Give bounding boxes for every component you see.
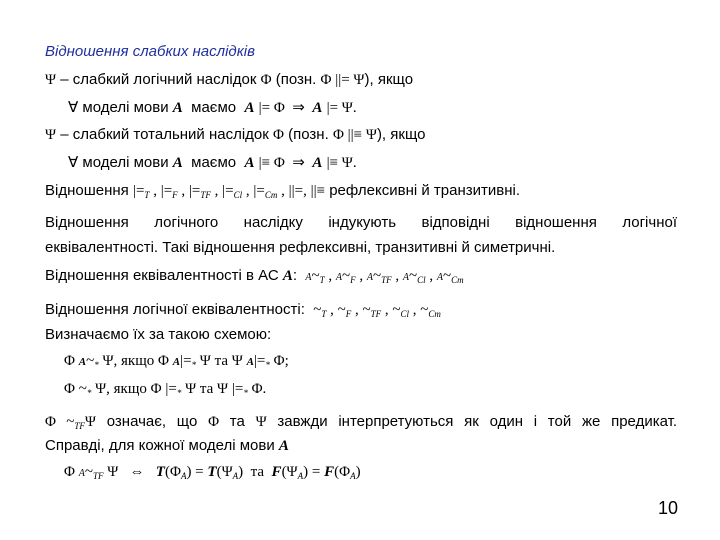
line-scheme-intro: Визначаємо їх за такою схемою: <box>45 326 272 343</box>
line-for-each-model: Справді, для кожної моделі мови A <box>45 437 289 454</box>
line-scheme-model: Φ $A\sim_*$ Ψ, якщо Φ $A|=_*$ Ψ та Ψ $A|=_*$ Φ; <box>64 353 289 370</box>
line-reflexive-transitive: Відношення $|=_T$ , $|=_F$ , $|=_{TF}$ , $|=_{Cl}$ , $|=_{Cm}$ , ||=, ||≡ рефлексивні й транзитивні. <box>45 182 521 200</box>
line-tf-formula: Φ $A\sim_{TF}$ Ψ ⇔ $T(\Phi_A) = T(\Psi_A)$ та $F(\Psi_A) = F(\Phi_A)$ <box>64 464 361 481</box>
line-scheme-logical: Φ $\sim_*$ Ψ, якщо Φ $|=_*$ Ψ та Ψ $|=_*$ Φ. <box>64 381 267 398</box>
line-weak-logical-consequence: Ψ – слабкий логічний наслідок Φ (позн. Φ ||= Ψ), якщо <box>45 71 414 88</box>
line-weak-total-consequence: Ψ – слабкий тотальний наслідок Φ (позн. Φ ||≡ Ψ), якщо <box>45 126 426 143</box>
line-weak-total-condition: ∀ моделі мови A маємо A |≡ Φ ⇒ A |≡ Ψ. <box>68 154 357 171</box>
line-tf-meaning: Φ $\sim_{TF}\Psi$ означає, що Φ та Ψ завжди інтерпретуються як один і той же предикат. <box>45 413 677 431</box>
line-logical-equivalence: Відношення логічної еквівалентності: $\sim_T$ , $\sim_F$ , $\sim_{TF}$ , $\sim_{Cl}$ , $\sim_{Cm}$ <box>45 301 441 319</box>
line-equivalence-in-as: Відношення еквівалентності в АС A: $A\sim_T$ , $A\sim_F$ , $A\sim_{TF}$ , $A\sim_{Cl}$ , $A\sim_{Cm}$ <box>45 267 464 285</box>
line-equivalence-properties: еквівалентності. Такі відношення рефлексивні, транзитивні й симетричні. <box>45 239 556 256</box>
slide-title: Відношення слабких наслідків <box>45 43 255 60</box>
line-induce-equivalence: Відношення логічного наслідку індукують відповідні відношення логічної <box>45 214 677 231</box>
line-weak-logical-condition: ∀ моделі мови A маємо A |= Φ ⇒ A |= Ψ. <box>68 99 357 116</box>
page-number: 10 <box>657 498 678 518</box>
